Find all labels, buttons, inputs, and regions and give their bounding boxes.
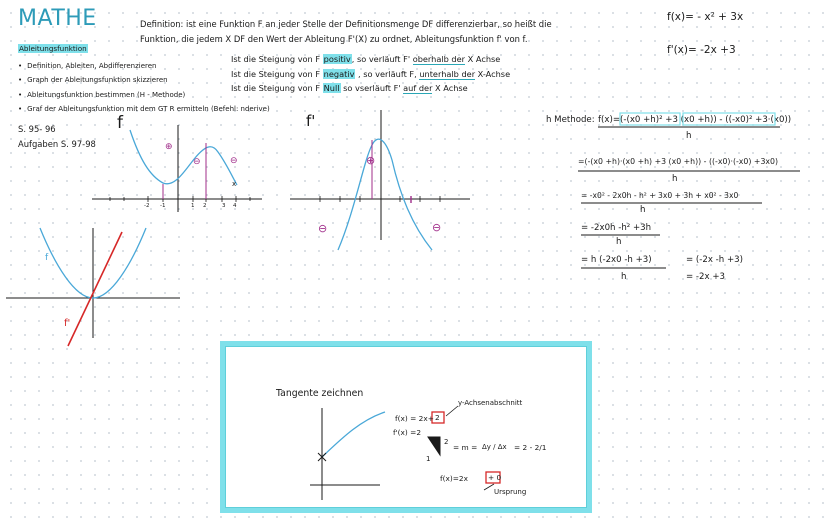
slope-delta: Δy / Δx bbox=[482, 443, 507, 451]
tangent-origin-box: + 0 bbox=[488, 473, 502, 482]
list-item: • Ableitungsfunktion bestimmen (H - Methode) bbox=[18, 88, 270, 102]
slope-eq: = m = bbox=[453, 443, 478, 452]
hmethod-result-1: = (-2x -h +3) bbox=[686, 255, 743, 265]
tangent-intercept-label: y-Achsenabschnitt bbox=[458, 399, 523, 407]
hmethod-den-4: h bbox=[616, 237, 622, 247]
tick-label: -1 bbox=[160, 203, 166, 209]
hmethod-den-5: h bbox=[621, 272, 627, 282]
example-fprime: f'(x)= -2x +3 bbox=[667, 44, 736, 56]
tangent-intercept: 2 bbox=[435, 413, 440, 422]
tangent-f-line: f(x) = 2x+ bbox=[395, 414, 434, 423]
hmethod-step-5: = h (-2x0 -h +3) bbox=[581, 255, 652, 265]
sign-marker: ⊕ bbox=[366, 154, 376, 167]
hmethod-step-1: f(x)=(-(x0 +h)² +3 (x0 +h)) - ((-x0)² +3·(x0)) bbox=[598, 115, 792, 125]
graph-fprime-label: f' bbox=[306, 112, 316, 130]
pages-ref: S. 95- 96 bbox=[18, 124, 56, 134]
hmethod-result-2: = -2x +3 bbox=[686, 272, 725, 282]
slope-result: = 2 - 2/1 bbox=[514, 443, 547, 452]
tasks-ref: Aufgaben S. 97-98 bbox=[18, 139, 96, 149]
tangent-fprime-line: f'(x) =2 bbox=[393, 428, 422, 437]
linear-f-label: f bbox=[45, 253, 49, 263]
hmethod-step-3: = -x0² - 2x0h - h² + 3x0 + 3h + x0² - 3x0 bbox=[581, 191, 739, 200]
sign-marker: ⊖ bbox=[318, 222, 328, 235]
triangle-bottom: 1 bbox=[426, 455, 431, 463]
graph-f-label: f bbox=[117, 113, 123, 133]
tick-label: 1 bbox=[191, 203, 195, 209]
hmethod-den-1: h bbox=[686, 131, 692, 141]
hmethod-label: h Methode: bbox=[546, 115, 595, 125]
rule-negative: Ist die Steigung von F negativ , so verläuft F, unterhalb der X-Achse bbox=[231, 69, 511, 79]
svg-text:x: x bbox=[232, 180, 237, 188]
linear-fprime-label: f' bbox=[64, 318, 71, 329]
rule-positive: Ist die Steigung von F positiv, so verläuft F' oberhalb der X Achse bbox=[231, 54, 501, 64]
definition-line-1: Definition: ist eine Funktion F an jeder Stelle der Definitionsmenge DF differenzierbar, so heißt die bbox=[140, 19, 552, 29]
triangle-top: 2 bbox=[444, 438, 449, 446]
hmethod-den-3: h bbox=[640, 205, 646, 215]
sign-marker: ⊖ bbox=[193, 157, 201, 167]
tick-label: 2 bbox=[203, 203, 207, 209]
list-item: • Definition, Ableiten, Abdifferenzieren bbox=[18, 59, 270, 73]
section-heading: Ableitungsfunktion bbox=[19, 44, 87, 53]
tick-label: 4 bbox=[233, 203, 237, 209]
tangent-origin-line: f(x)=2x bbox=[440, 474, 469, 483]
tick-label: 3 bbox=[222, 203, 226, 209]
hmethod-den-2: h bbox=[672, 174, 678, 184]
tick-label: -2 bbox=[144, 203, 150, 209]
sign-marker: ⊖ bbox=[230, 156, 238, 166]
sign-marker: ⊖ bbox=[432, 221, 442, 234]
hmethod-step-2: =(-(x0 +h)·(x0 +h) +3 (x0 +h)) - ((-x0)·(-x0) +3x0) bbox=[578, 157, 779, 166]
rule-null: Ist die Steigung von F Null so vserläuft F' auf der X Achse bbox=[231, 83, 468, 93]
hmethod-step-4: = -2x0h -h² +3h bbox=[581, 223, 652, 233]
list-item: • Graf der Ableitungsfunktion mit dem GT R ermitteln (Befehl: nderive) bbox=[18, 102, 270, 116]
page-title: MATHE bbox=[18, 6, 97, 31]
tangent-origin-label: Ursprung bbox=[494, 488, 527, 496]
sign-marker: ⊕ bbox=[165, 142, 173, 152]
example-f: f(x)= - x² + 3x bbox=[667, 11, 744, 23]
definition-line-2: Funktion, die jedem X DF den Wert der Ableitung F'(X) zu ordnet, Ableitungsfunktion f' von f. bbox=[140, 34, 528, 44]
tangent-title: Tangente zeichnen bbox=[276, 388, 364, 399]
list-item: • Graph der Ableitungsfunktion skizzieren bbox=[18, 73, 270, 87]
